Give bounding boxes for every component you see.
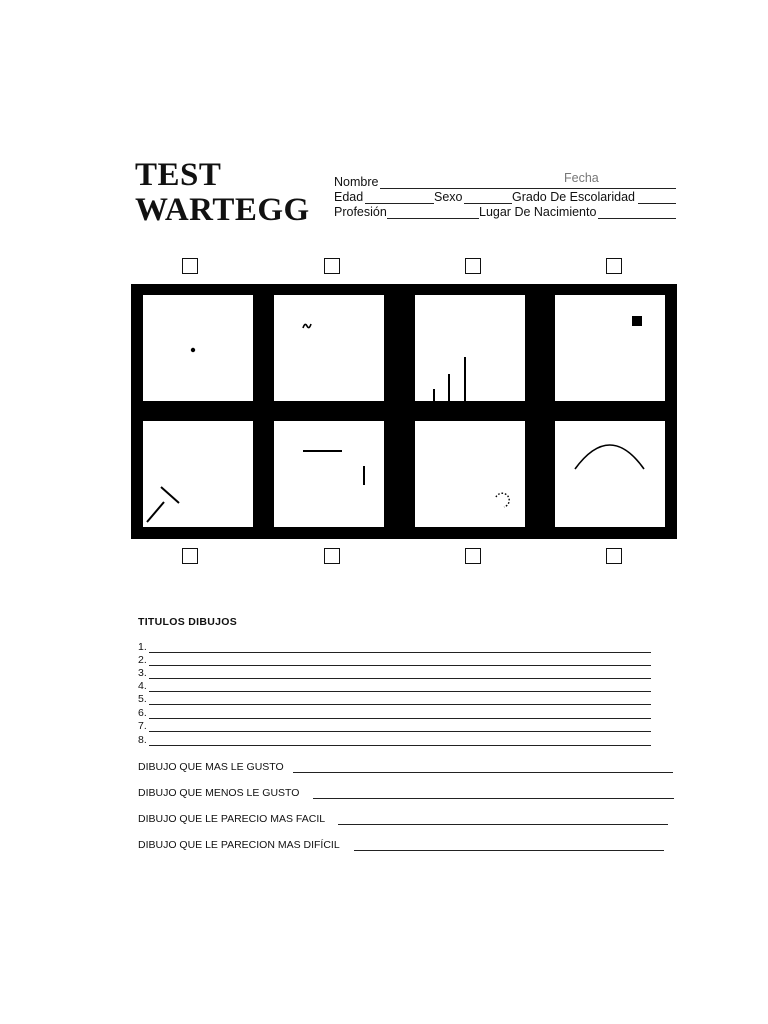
- three-lines-stimulus: [415, 295, 525, 401]
- question-label: DIBUJO QUE MAS LE GUSTO: [138, 761, 284, 773]
- answer-field[interactable]: [338, 812, 668, 825]
- test-title: [135, 158, 310, 228]
- edad-label: Edad: [334, 190, 364, 204]
- drawing-box-2[interactable]: [274, 295, 384, 401]
- lugar-label: Lugar De Nacimiento: [479, 205, 597, 219]
- title-row-number: 6.: [138, 707, 147, 719]
- question-label: DIBUJO QUE MENOS LE GUSTO: [138, 787, 300, 799]
- drawing-box-1[interactable]: [143, 295, 253, 401]
- title-line-field[interactable]: [149, 693, 651, 705]
- answer-field[interactable]: [354, 838, 664, 851]
- wavy-line-stimulus: [274, 295, 384, 401]
- title-line-field[interactable]: [149, 680, 651, 692]
- checkbox-top-2[interactable]: [324, 258, 340, 274]
- lugar-field[interactable]: [598, 206, 676, 219]
- title-row-number: 7.: [138, 720, 147, 732]
- dot-stimulus: [143, 295, 253, 401]
- drawing-box-4[interactable]: [555, 295, 665, 401]
- titles-heading: TITULOS DIBUJOS: [138, 616, 238, 628]
- info-row-3: [334, 205, 679, 220]
- drawing-grid: [131, 284, 677, 539]
- two-lines-stimulus: [143, 421, 253, 527]
- title-row-number: 3.: [138, 667, 147, 679]
- profesion-label: Profesión: [334, 205, 387, 219]
- answer-field[interactable]: [293, 760, 673, 773]
- drawing-box-5[interactable]: [143, 421, 253, 527]
- arc-stimulus: [555, 421, 665, 527]
- checkbox-bottom-2[interactable]: [324, 548, 340, 564]
- title-line-1: TEST: [135, 157, 222, 193]
- question-label: DIBUJO QUE LE PARECIO MAS FACIL: [138, 813, 326, 825]
- title-row-number: 5.: [138, 693, 147, 705]
- checkbox-top-4[interactable]: [606, 258, 622, 274]
- drawing-box-8[interactable]: [555, 421, 665, 527]
- title-line-field[interactable]: [149, 707, 651, 719]
- black-square-stimulus: [555, 295, 665, 401]
- title-line-field[interactable]: [149, 667, 651, 679]
- dotted-arc-stimulus: [415, 421, 525, 527]
- grado-label: Grado De Escolaridad: [512, 190, 635, 204]
- checkbox-bottom-3[interactable]: [465, 548, 481, 564]
- checkbox-top-1[interactable]: [182, 258, 198, 274]
- info-row-2: [334, 190, 679, 205]
- checkbox-bottom-4[interactable]: [606, 548, 622, 564]
- title-line-field[interactable]: [149, 654, 651, 666]
- checkbox-bottom-1[interactable]: [182, 548, 198, 564]
- title-row-number: 4.: [138, 680, 147, 692]
- drawing-box-6[interactable]: [274, 421, 384, 527]
- title-line-2: WARTEGG: [135, 192, 310, 228]
- edad-field[interactable]: [365, 191, 434, 204]
- title-row-number: 1.: [138, 641, 147, 653]
- nombre-label: Nombre: [334, 175, 379, 189]
- question-label: DIBUJO QUE LE PARECION MAS DIFÍCIL: [138, 839, 340, 851]
- info-row-1: [334, 171, 679, 190]
- sexo-field[interactable]: [464, 191, 512, 204]
- nombre-field[interactable]: [380, 176, 676, 189]
- title-row-number: 8.: [138, 734, 147, 746]
- answer-field[interactable]: [313, 786, 674, 799]
- profesion-field[interactable]: [387, 206, 479, 219]
- horizontal-vertical-stimulus: [274, 421, 384, 527]
- title-row-number: 2.: [138, 654, 147, 666]
- checkbox-top-3[interactable]: [465, 258, 481, 274]
- title-line-field[interactable]: [149, 734, 651, 746]
- title-line-field[interactable]: [149, 720, 651, 732]
- fecha-label: Fecha: [564, 171, 599, 185]
- sexo-label: Sexo: [434, 190, 463, 204]
- title-line-field[interactable]: [149, 641, 651, 653]
- personal-info-fields: [334, 171, 679, 220]
- drawing-box-7[interactable]: [415, 421, 525, 527]
- grado-field[interactable]: [638, 191, 676, 204]
- drawing-box-3[interactable]: [415, 295, 525, 401]
